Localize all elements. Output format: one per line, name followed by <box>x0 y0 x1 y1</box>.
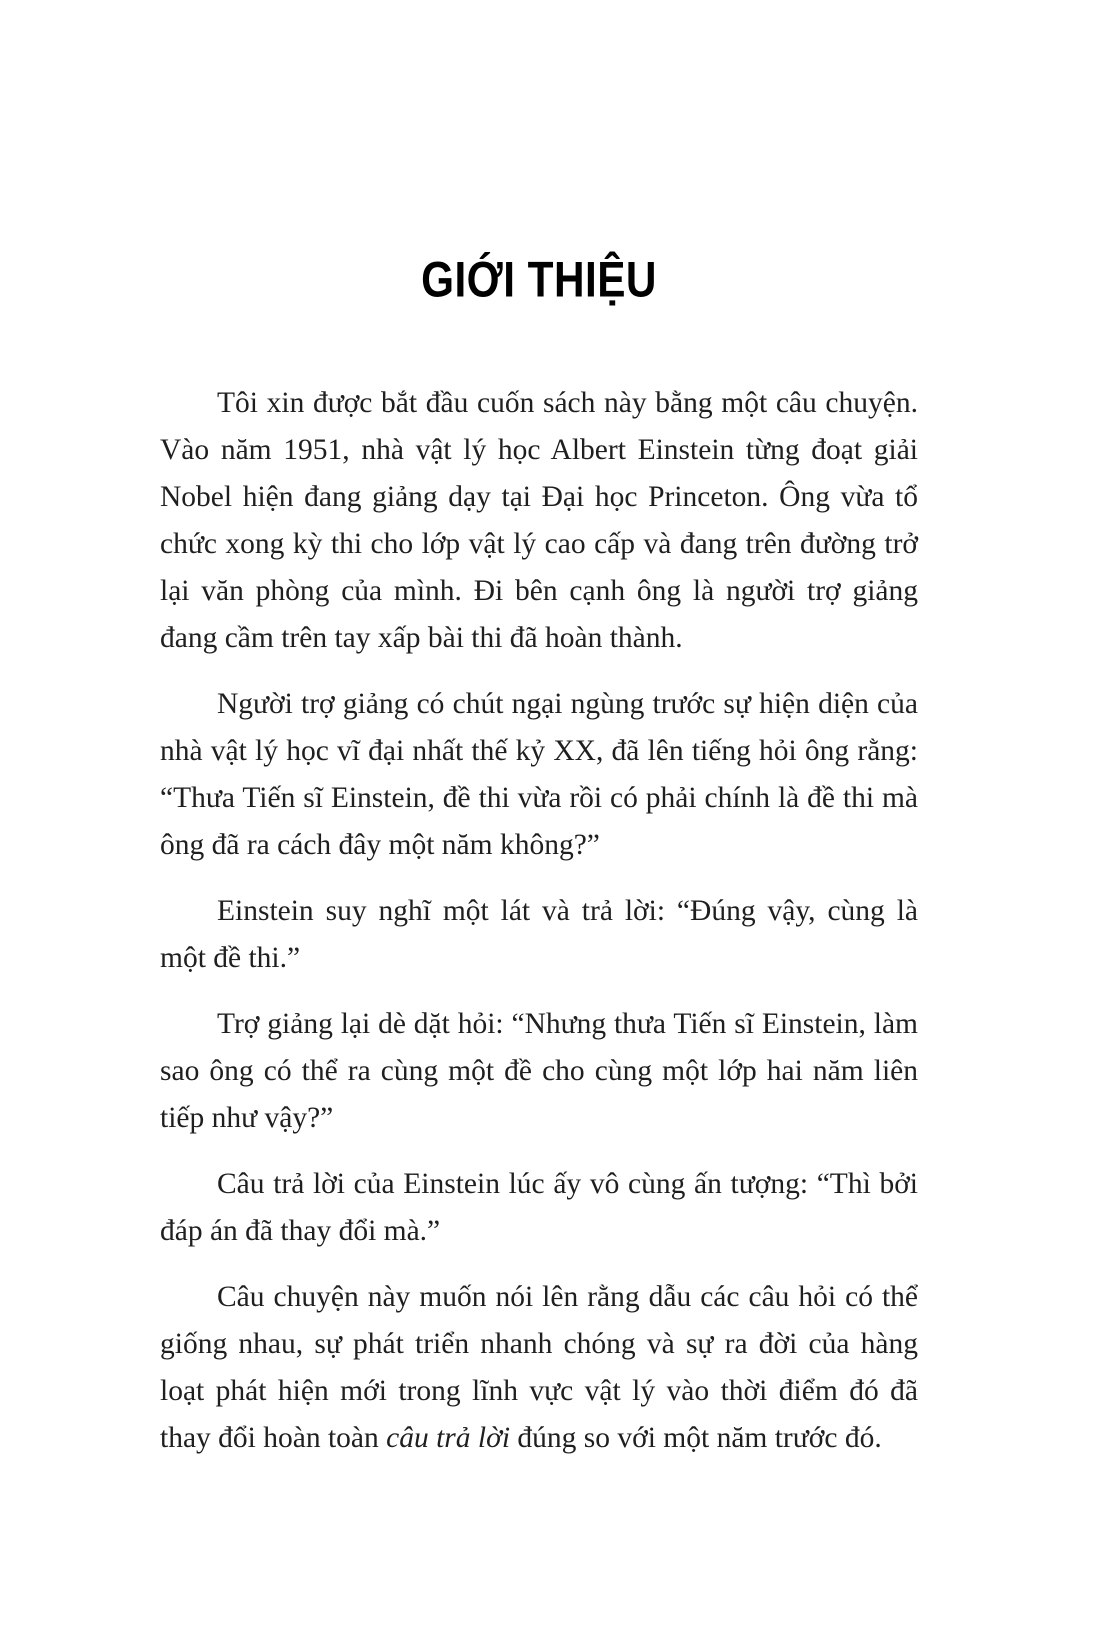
paragraph-einstein-reply: Câu trả lời của Einstein lúc ấy vô cùng ấn tượng: “Thì bởi đáp án đã thay đổi mà.” <box>160 1168 918 1247</box>
chapter-title: GIỚI THIỆU <box>421 250 657 308</box>
paragraph-text-before: Câu chuyện này muốn nói lên rằng dẫu các câu hỏi có thể giống nhau, sự phát triển nhanh chóng và sự ra đời của hàng loạt phát hiện mới trong lĩnh vực vật lý vào thời điểm đó đã thay đổi hoàn toàn <box>160 1281 918 1454</box>
paragraph-assistant-question: Người trợ giảng có chút ngại ngùng trước sự hiện diện của nhà vật lý học vĩ đại nhất thế kỷ XX, đã lên tiếng hỏi ông rằng: “Thưa Tiến sĩ Einstein, đề thi vừa rồi có phải chính là đề thi mà ông đã ra cách đây một năm không?” <box>160 688 918 861</box>
paragraph-intro-story: Tôi xin được bắt đầu cuốn sách này bằng một câu chuyện. Vào năm 1951, nhà vật lý học Albert Einstein từng đoạt giải Nobel hiện đang giảng dạy tại Đại học Princeton. Ông vừa tổ chức xong kỳ thi cho lớp vật lý cao cấp và đang trên đường trở lại văn phòng của mình. Đi bên cạnh ông là người trợ giảng đang cầm trên tay xấp bài thi đã hoàn thành. <box>160 387 918 654</box>
page-content <box>160 252 918 1481</box>
paragraph-text-after: đúng so với một năm trước đó. <box>510 1422 882 1454</box>
paragraph-einstein-answer: Einstein suy nghĩ một lát và trả lời: “Đúng vậy, cùng là một đề thi.” <box>160 895 918 974</box>
paragraph-assistant-followup: Trợ giảng lại dè dặt hỏi: “Nhưng thưa Tiến sĩ Einstein, làm sao ông có thể ra cùng một đề cho cùng một lớp hai năm liên tiếp như vậy?” <box>160 1008 918 1134</box>
paragraph-conclusion <box>160 1274 918 1462</box>
italic-phrase: câu trả lời <box>386 1422 511 1454</box>
